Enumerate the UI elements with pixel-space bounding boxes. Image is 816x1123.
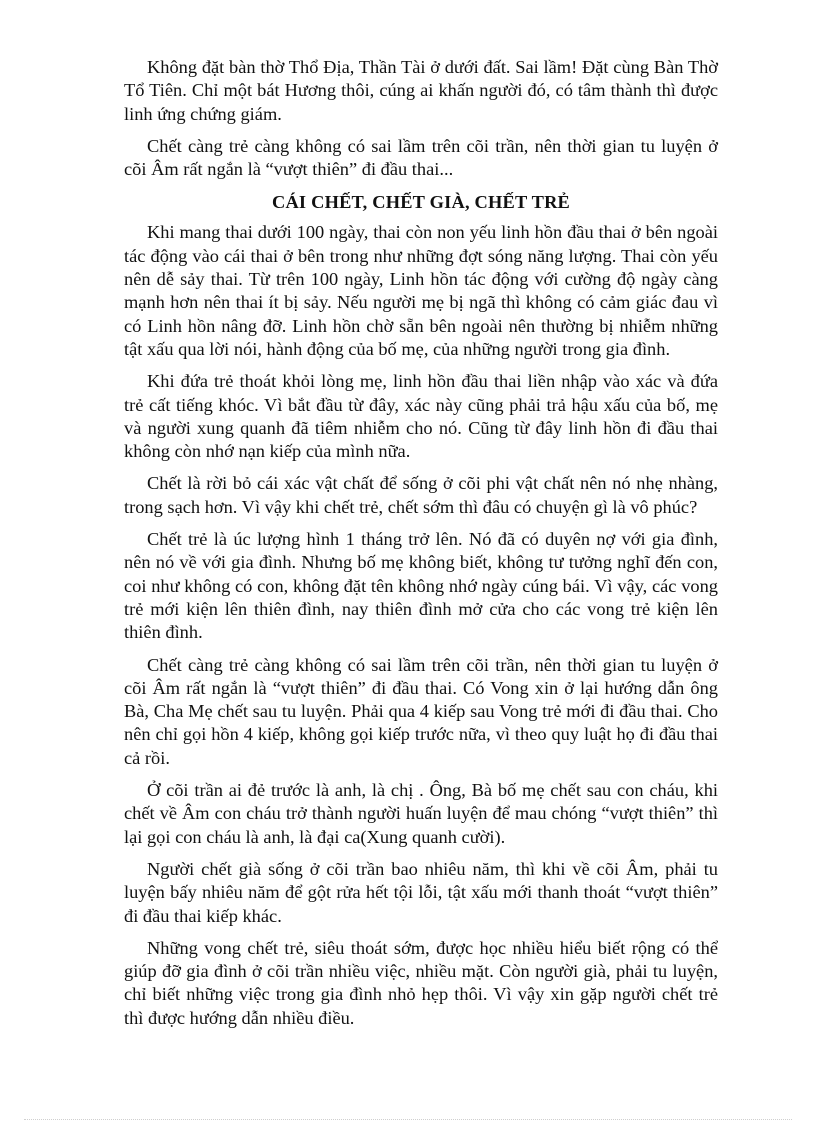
document-page xyxy=(124,56,718,1039)
paragraph-chet-tre-intro: Chết càng trẻ càng không có sai lầm trên cõi trần, nên thời gian tu luyện ở cõi Âm rất ngắn là “vượt thiên” đi đầu thai... xyxy=(124,135,718,180)
paragraph-chet-cang-tre: Chết càng trẻ càng không có sai lầm trên cõi trần, nên thời gian tu luyện ở cõi Âm rất ngắn là “vượt thiên” đi đầu thai. Có Vong xin ở lại hướng dẫn ông Bà, Cha Mẹ chết sau tu luyện. Phải qua 4 kiếp sau Vong trẻ mới đi đầu thai. Cho nên chỉ gọi hồn 4 kiếp, không gọi kiếp trước nữa, vì theo quy luật họ đi đầu thai cả rồi. xyxy=(124,654,718,768)
paragraph-dua-tre: Khi đứa trẻ thoát khỏi lòng mẹ, linh hồn đầu thai liền nhập vào xác và đứa trẻ cất tiếng khóc. Vì bắt đầu từ đây, xác này cũng phải trả hậu xấu của bố, mẹ và người xung quanh đã tiêm nhiễm cho nó. Cũng từ đây linh hồn đi đầu thai không còn nhớ nạn kiếp của mình nữa. xyxy=(124,371,718,462)
paragraph-chet-tre-uc-luong: Chết trẻ là úc lượng hình 1 tháng trở lên. Nó đã có duyên nợ với gia đình, nên nó về với gia đình. Nhưng bố mẹ không biết, không tư tưởng nghĩ đến con, coi như không có con, không đặt tên không nhớ ngày cúng bái. Vì vậy, các vong trẻ mới kiện lên thiên đình, nay thiên đình mở cửa cho các vong trẻ kiện lên thiên đình. xyxy=(124,529,718,643)
section-heading: CÁI CHẾT, CHẾT GIÀ, CHẾT TRẺ xyxy=(271,192,571,213)
paragraph-vong-chet-tre: Những vong chết trẻ, siêu thoát sớm, được học nhiều hiểu biết rộng có thể giúp đỡ gia đình ở cõi trần nhiều việc, nhiều mặt. Còn người già, phải tu luyện, chỉ biết những việc trong gia đình nhỏ hẹp thôi. Vì vậy xin gặp người chết trẻ thì được hướng dẫn nhiều điều. xyxy=(124,937,718,1028)
paragraph-chet-la: Chết là rời bỏ cái xác vật chất để sống ở cõi phi vật chất nên nó nhẹ nhàng, trong sạch hơn. Vì vậy khi chết trẻ, chết sớm thì đâu có chuyện gì là vô phúc? xyxy=(124,473,718,517)
paragraph-coi-tran: Ở cõi trần ai đẻ trước là anh, là chị . Ông, Bà bố mẹ chết sau con cháu, khi chết về Âm con cháu trở thành người huấn luyện để mau chóng “vượt thiên” thì lại gọi con cháu là anh, là đại ca(Xung quanh cười). xyxy=(124,780,718,847)
page-bottom-divider xyxy=(24,1119,792,1120)
paragraph-chet-gia: Người chết già sống ở cõi trần bao nhiêu năm, thì khi về cõi Âm, phải tu luyện bấy nhiêu năm để gột rửa hết tội lỗi, tật xấu mới thanh thoát “vượt thiên” đi đầu thai kiếp khác. xyxy=(124,858,718,926)
paragraph-ban-tho: Không đặt bàn thờ Thổ Địa, Thần Tài ở dưới đất. Sai lầm! Đặt cùng Bàn Thờ Tổ Tiên. Chỉ một bát Hương thôi, cúng ai khấn người đó, có tâm thành thì được linh ứng chứng giám. xyxy=(124,57,718,124)
paragraph-mang-thai: Khi mang thai dưới 100 ngày, thai còn non yếu linh hồn đầu thai ở bên ngoài tác động vào cái thai ở bên trong như những đợt sóng năng lượng. Thai còn yếu nên dễ sảy thai. Từ trên 100 ngày, Linh hồn tác động với cường độ ngày càng mạnh hơn nên thai ít bị sảy. Nếu người mẹ bị ngã thì không có cảm giác đau vì có Linh hồn nâng đỡ. Linh hồn chờ sẵn bên ngoài nên thường bị nhiễm những tật xấu qua lời nói, hành động của bố mẹ, của những người trong gia đình. xyxy=(124,222,718,359)
